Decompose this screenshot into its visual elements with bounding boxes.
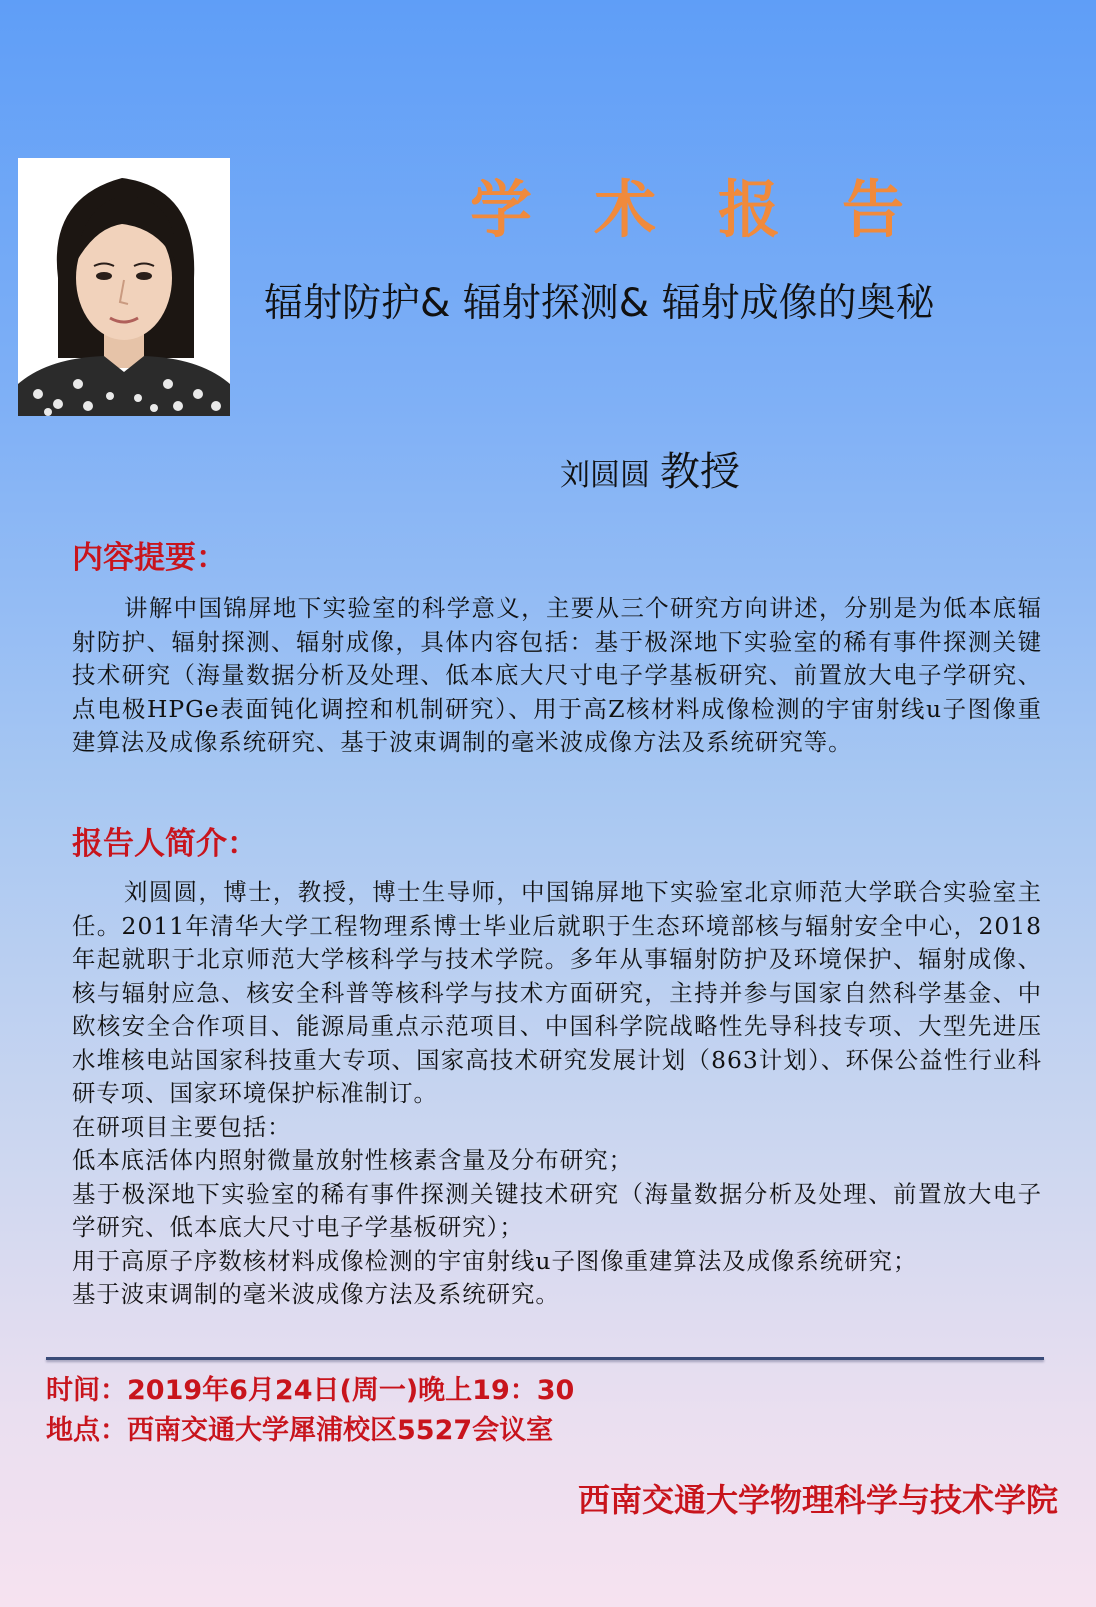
project-item: 低本底活体内照射微量放射性核素含量及分布研究； (72, 1146, 633, 1174)
event-place: 地点：西南交通大学犀浦校区5527会议室 (46, 1415, 554, 1446)
bio-text: 刘圆圆，博士，教授，博士生导师，中国锦屏地下实验室北京师范大学联合实验室主任。2011年清华大学工程物理系博士毕业后就职于生态环境部核与辐射安全中心，2018年起就职于北京师范大学核科学与技术学院。多年从事辐射防护及环境保护、辐射成像、核与辐射应急、核安全科普等核科学与技术方面研究，主持并参与国家自然科学基金、中欧核安全合作项目、能源局重点示范项目、中国科学院战略性先导科技专项、大型先进压水堆核电站国家科技重大专项、国家高技术研究发展计划（863计划）、环保公益性行业科研专项、国家环境保护标准制订。 (72, 878, 1042, 1107)
bio-section (72, 876, 1042, 1312)
project-item: 基于极深地下实验室的稀有事件探测关键技术研究（海量数据分析及处理、前置放大电子学研究、低本底大尺寸电子学基板研究）； (72, 1179, 1042, 1241)
talk-subtitle: 辐射防护& 辐射探测& 辐射成像的奥秘 (264, 281, 935, 326)
speaker-line (560, 440, 740, 497)
section-divider (46, 1357, 1044, 1360)
speaker-photo (18, 158, 230, 416)
abstract-heading: 内容提要： (72, 540, 227, 576)
project-item: 基于波束调制的毫米波成像方法及系统研究。 (72, 1280, 560, 1308)
abstract-section (72, 592, 1042, 760)
abstract-text: 讲解中国锦屏地下实验室的科学意义，主要从三个研究方向讲述，分别是为低本底辐射防护、辐射探测、辐射成像，具体内容包括：基于极深地下实验室的稀有事件探测关键技术研究（海量数据分析及处理、低本底大尺寸电子学基板研究、前置放大电子学研究、点电极HPGe表面钝化调控和机制研究）、用于高Z核材料成像检测的宇宙射线u子图像重建算法及成像系统研究、基于波束调制的毫米波成像方法及系统研究等。 (72, 594, 1042, 756)
page-title: 学术报告 (470, 173, 967, 246)
speaker-rank: 教授 (660, 449, 740, 495)
projects-intro: 在研项目主要包括： (72, 1112, 292, 1141)
bio-heading: 报告人简介： (72, 826, 258, 862)
event-time: 时间：2019年6月24日(周一)晚上19：30 (46, 1375, 575, 1406)
project-item: 用于高原子序数核材料成像检测的宇宙射线u子图像重建算法及成像系统研究； (72, 1246, 918, 1275)
speaker-name: 刘圆圆 (560, 458, 650, 493)
organizer: 西南交通大学物理科学与技术学院 (577, 1481, 1058, 1519)
